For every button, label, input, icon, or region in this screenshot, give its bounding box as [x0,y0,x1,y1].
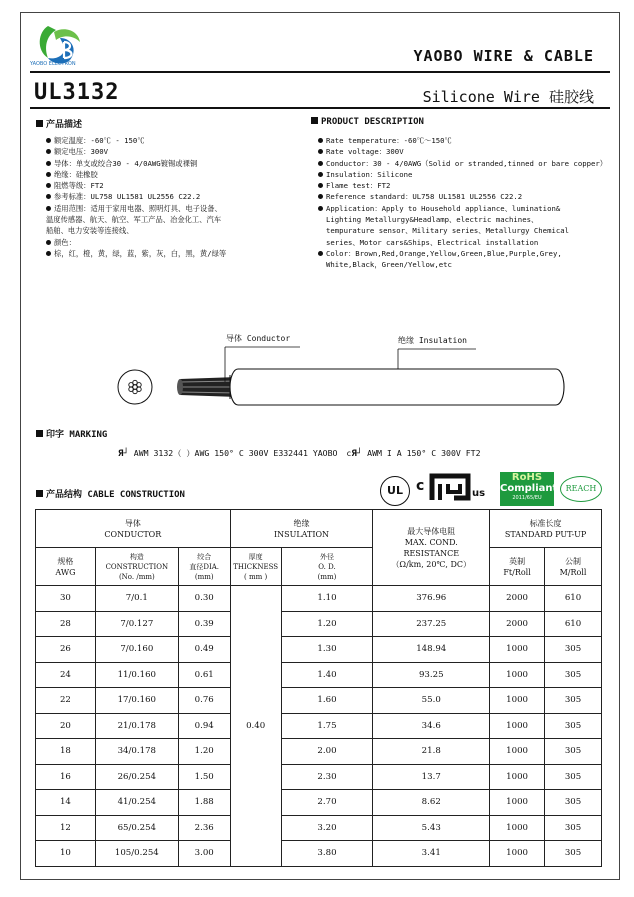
marking-section-title [36,427,107,440]
cell-od: 1.20 [281,611,373,637]
spec-item-text: Reference standard：UL758 UL1581 UL2556 C22.2 [326,192,523,202]
cell-od: 2.00 [281,739,373,765]
spec-item-text: 导体：单支或绞合30 - 4/0AWG镀锡或裸铜 [54,158,198,168]
cell-resistance: 21.8 [373,739,490,765]
cell-ft: 1000 [490,713,545,739]
spec-item-text: Rate voltage：300V [326,147,404,157]
cell-resistance: 376.96 [373,586,490,612]
spec-item [46,146,226,157]
marking-text-1: AWM 3132（ ）AWG 150° C 300V E332441 YAOBO [133,448,338,458]
cell-awg: 28 [36,611,96,637]
table-row [36,586,602,612]
description-cn-title: 产品描述 [46,120,83,130]
cell-dia: 3.00 [178,841,230,867]
rohs-label: RoHS [511,472,543,483]
cell-m: 305 [545,688,602,714]
bullet-icon [46,183,51,188]
cell-awg: 10 [36,841,96,867]
rohs-badge [500,472,558,506]
cell-resistance: 13.7 [373,764,490,790]
insulation-header: 绝缘 INSULATION [230,510,373,548]
ul-logo-icon: UL [380,476,410,506]
cell-awg: 18 [36,739,96,765]
description-en-title: PRODUCT DESCRIPTION [321,117,424,127]
cell-resistance: 8.62 [373,790,490,816]
cell-m: 610 [545,611,602,637]
spec-item [318,248,607,271]
marking-c: c [346,448,352,458]
cell-od: 3.80 [281,841,373,867]
square-bullet-icon [36,120,43,127]
cell-m: 305 [545,764,602,790]
spec-item [318,191,607,202]
cell-construction: 105/0.254 [95,841,178,867]
spec-item-text: 额定电压：300V [54,147,109,157]
divider [30,107,610,109]
cell-dia: 0.94 [178,713,230,739]
bullet-icon [46,251,51,256]
cell-construction: 21/0.178 [95,713,178,739]
cell-awg: 26 [36,637,96,663]
bullet-icon [318,206,323,211]
spec-item [46,180,226,191]
cell-dia: 0.39 [178,611,230,637]
section-title-en [311,117,424,127]
company-name: YAOBO WIRE & CABLE [413,47,594,65]
bullet-icon [318,251,323,256]
cell-od: 1.30 [281,637,373,663]
construction-section-title [36,487,185,500]
cell-m: 610 [545,586,602,612]
cell-m: 305 [545,713,602,739]
spec-item-text: 适用范围：适用于家用电器、照明灯具、电子设备、 [54,203,222,213]
bullet-icon [46,206,51,211]
awg-header: 规格 AWG [36,548,96,586]
spec-item [46,237,226,248]
spec-item [46,248,226,259]
cell-ft: 1000 [490,739,545,765]
spec-item-text: Color：Brown,Red,Orange,Yellow,Green,Blue,Purple,Grey, [326,248,562,258]
marking-text-2: AWM I A 150° C 300V FT2 [367,448,481,458]
cell-od: 2.70 [281,790,373,816]
cell-resistance: 34.6 [373,713,490,739]
cell-dia: 0.49 [178,637,230,663]
spec-item-text: tempurature sensor、Military series、Metallurgy Chemical [326,226,570,236]
bullet-icon [46,138,51,143]
cell-od: 1.10 [281,586,373,612]
us-mark: us [472,488,486,499]
cell-od: 3.20 [281,815,373,841]
spec-item-text: Conductor：30 - 4/0AWG（Solid or stranded,tinned or bare copper） [326,158,608,168]
cell-construction: 7/0.160 [95,637,178,663]
spec-item [318,180,607,191]
cell-dia: 1.88 [178,790,230,816]
marking-text [118,448,481,459]
spec-item-text: 额定温度：-60℃ - 150℃ [54,136,145,145]
table-row [36,815,602,841]
ur-mark-icon: Я┘ [118,449,129,459]
spec-item [318,135,607,146]
cell-m: 305 [545,662,602,688]
bullet-icon [46,161,51,166]
cell-awg: 16 [36,764,96,790]
construction-header: 构造 CONSTRUCTION (No. /mm) [95,548,178,586]
thickness-header: 厚度 THICKNESS ( mm ) [230,548,281,586]
cell-m: 305 [545,815,602,841]
ft-roll-header: 英制 Ft/Roll [490,548,545,586]
spec-item [318,169,607,180]
cell-construction: 34/0.178 [95,739,178,765]
spec-item [318,146,607,157]
bullet-icon [46,172,51,177]
table-row [36,662,602,688]
cell-resistance: 5.43 [373,815,490,841]
rohs-compliant-label: Compliant [500,483,558,494]
bullet-icon [318,183,323,188]
square-bullet-icon [311,117,318,124]
cell-awg: 14 [36,790,96,816]
spec-item-text: 绝缘：硅橡胶 [54,169,98,179]
cell-awg: 20 [36,713,96,739]
table-row [36,739,602,765]
table-row [36,637,602,663]
cell-construction: 7/0.1 [95,586,178,612]
spec-item [318,203,607,248]
bullet-icon [46,149,51,154]
rohs-directive: 2011/65/EU [512,495,542,501]
cell-dia: 0.76 [178,688,230,714]
spec-item-text: 颜色： [54,237,76,247]
divider [30,71,610,73]
spec-item-text: Insulation：Silicone [326,169,413,179]
spec-item [46,169,226,180]
insulation-icon [230,369,564,405]
strand-icon [129,380,141,393]
spec-item [46,191,226,202]
insulation-label: 绝缘 Insulation [398,336,467,345]
spec-item-text: Application：Apply to Household appliance、lumination& [326,203,561,213]
spec-item-text: series、Motor cars&Ships、Electrical installation [326,237,539,247]
cell-resistance: 55.0 [373,688,490,714]
bullet-icon [46,194,51,199]
conductor-label: 导体 Conductor [226,334,291,343]
cell-ft: 1000 [490,841,545,867]
cell-ft: 1000 [490,637,545,663]
ur-mark-icon: Я┘ [351,449,363,459]
spec-item-text: 阻燃等级：FT2 [54,181,104,191]
cell-ft: 1000 [490,790,545,816]
cell-ft: 1000 [490,688,545,714]
cell-awg: 12 [36,815,96,841]
cell-dia: 2.36 [178,815,230,841]
cell-m: 305 [545,841,602,867]
cell-ft: 1000 [490,662,545,688]
cell-od: 1.75 [281,713,373,739]
bullet-icon [318,194,323,199]
reach-badge: REACH [560,476,602,502]
cell-od: 2.30 [281,764,373,790]
cell-dia: 0.30 [178,586,230,612]
cell-awg: 22 [36,688,96,714]
cell-m: 305 [545,739,602,765]
description-en-list [318,135,607,271]
cell-construction: 11/0.160 [95,662,178,688]
product-title: Silicone Wire 硅胶线 [422,88,594,106]
resistance-header: 最大导体电阻 MAX. COND. RESISTANCE （Ω/km, 20℃, DC） [373,510,490,586]
spec-item [318,158,607,169]
cell-awg: 24 [36,662,96,688]
table-row [36,841,602,867]
cell-dia: 1.20 [178,739,230,765]
spec-item-text: 温度传感器、航天、航空、军工产品、冶金化工、汽车 [46,215,222,225]
cell-construction: 17/0.160 [95,688,178,714]
spec-item [46,203,226,237]
ur-recognized-icon [428,470,472,504]
cell-resistance: 93.25 [373,662,490,688]
section-title-cn [36,117,82,130]
diameter-header: 绞合 直径DIA. (mm) [178,548,230,586]
thickness-cell: 0.40 [230,586,281,867]
spec-item-text: 参考标准：UL758 UL1581 UL2556 C22.2 [54,192,201,202]
construction-title: 产品结构 CABLE CONSTRUCTION [46,490,185,500]
cell-resistance: 3.41 [373,841,490,867]
cable-construction-table [35,509,602,867]
table-body [36,586,602,867]
spec-item-text: Flame test：FT2 [326,181,391,191]
c-mark: c [416,478,425,494]
spec-item-text: 船舶、电力安装等连接线、 [46,226,134,236]
spec-item-text: 棕，红，橙，黄，绿，蓝，紫，灰，白，黑，黄/绿等 [54,248,227,258]
spec-item-text: Rate temperature：-60℃～150℃ [326,136,452,145]
cell-od: 1.60 [281,688,373,714]
conductor-header: 导体 CONDUCTOR [36,510,231,548]
cell-od: 1.40 [281,662,373,688]
cell-construction: 65/0.254 [95,815,178,841]
cell-dia: 0.61 [178,662,230,688]
table-row [36,713,602,739]
cell-resistance: 148.94 [373,637,490,663]
cell-construction: 26/0.254 [95,764,178,790]
cell-dia: 1.50 [178,764,230,790]
putup-header: 标准长度 STANDARD PUT-UP [490,510,602,548]
bullet-icon [46,240,51,245]
cell-m: 305 [545,637,602,663]
table-row [36,764,602,790]
cell-ft: 2000 [490,611,545,637]
cell-awg: 30 [36,586,96,612]
marking-title: 印字 MARKING [46,430,108,440]
cell-resistance: 237.25 [373,611,490,637]
spec-item-text: White,Black，Green/Yellow,etc [326,260,452,270]
cell-ft: 1000 [490,764,545,790]
description-cn-list [46,135,226,259]
cell-m: 305 [545,790,602,816]
cable-diagram [108,327,578,417]
cell-ft: 1000 [490,815,545,841]
square-bullet-icon [36,430,43,437]
bullet-icon [318,138,323,143]
od-header: 外径 O. D. (mm) [281,548,373,586]
m-roll-header: 公制 M/Roll [545,548,602,586]
bullet-icon [318,149,323,154]
table-row [36,688,602,714]
square-bullet-icon [36,490,43,497]
conductor-strands-icon [177,377,238,397]
spec-item [46,158,226,169]
model-title: UL3132 [34,80,120,105]
spec-item-text: Lighting Metallurgy&Headlamp、electric machines、 [326,215,539,225]
table-row [36,611,602,637]
table-row [36,790,602,816]
cell-construction: 7/0.127 [95,611,178,637]
bullet-icon [318,172,323,177]
cell-construction: 41/0.254 [95,790,178,816]
spec-item [46,135,226,146]
logo-text: YAOBO ELECTRON [30,61,76,67]
bullet-icon [318,161,323,166]
cell-ft: 2000 [490,586,545,612]
